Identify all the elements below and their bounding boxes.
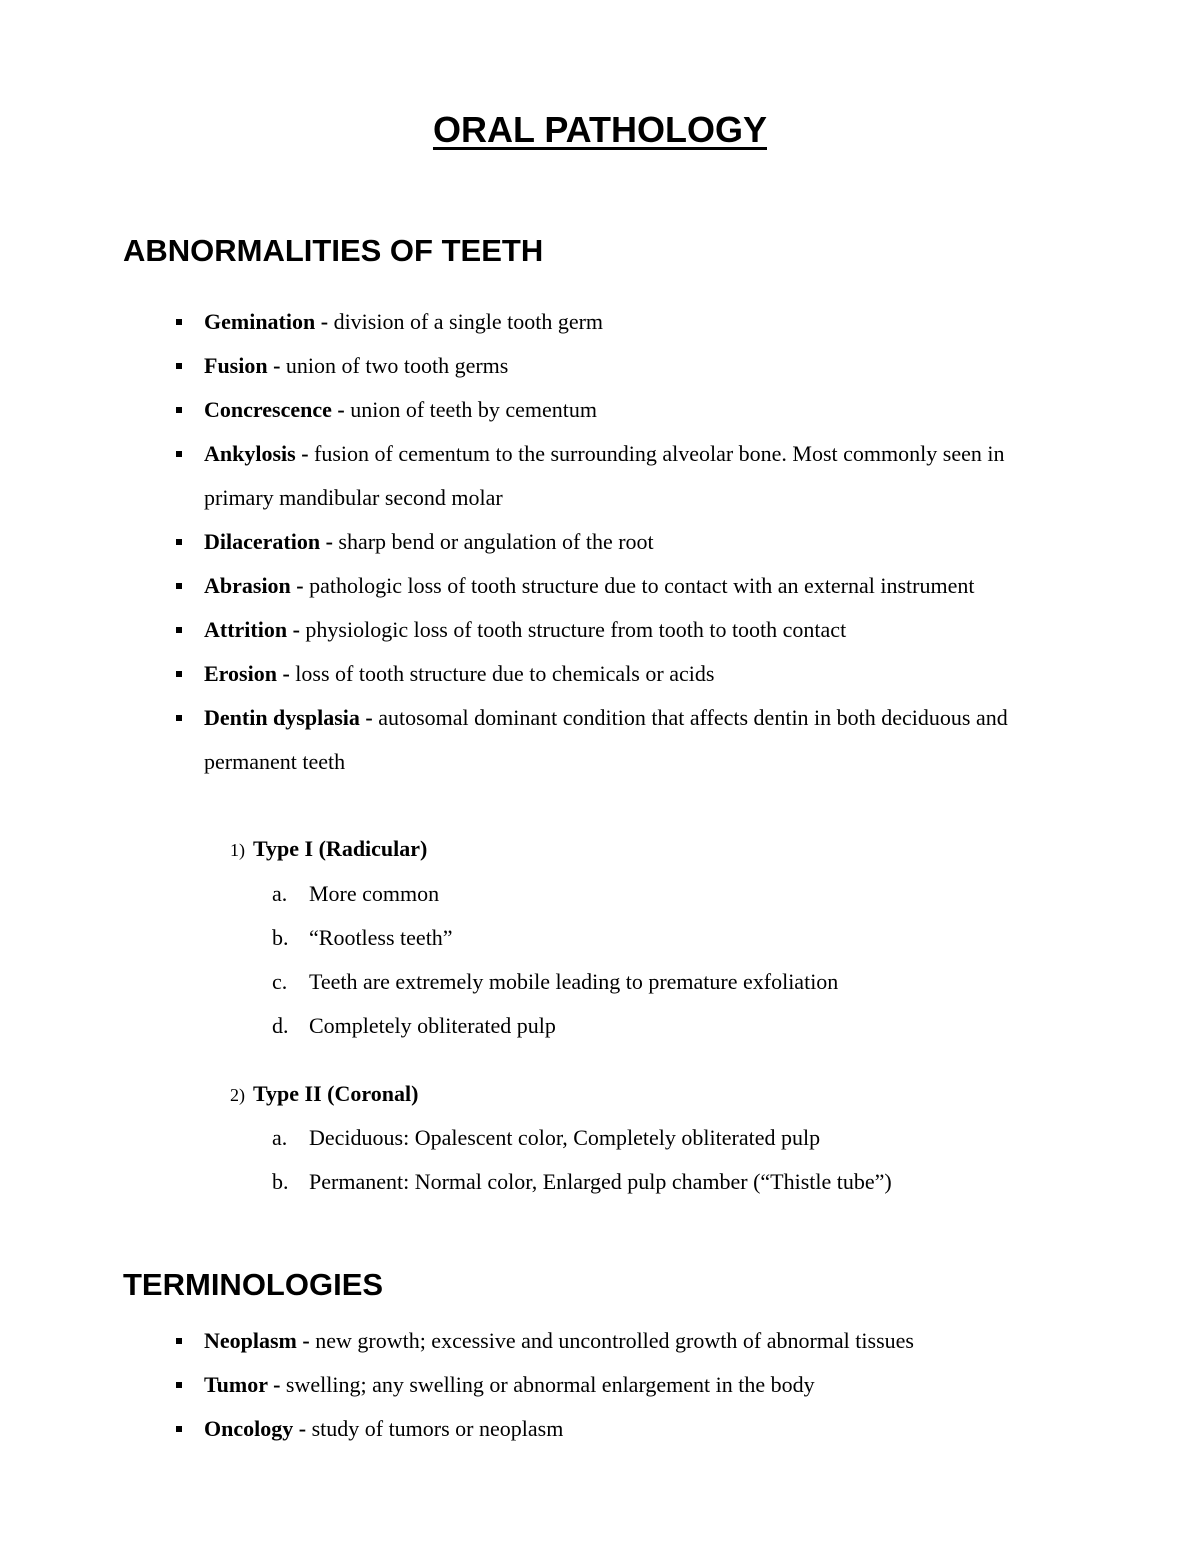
sub-item-letter: d. (272, 1013, 289, 1038)
square-bullet-icon (176, 715, 182, 721)
list-item (0, 300, 1200, 344)
section-heading-abnormalities: ABNORMALITIES OF TEETH (123, 233, 544, 268)
sub-item-text: “Rootless teeth” (309, 925, 453, 950)
sub-item-text: Permanent: Normal color, Enlarged pulp chamber (“Thistle tube”) (309, 1169, 892, 1194)
definition: loss of tooth structure due to chemicals or acids (289, 661, 715, 686)
definition: fusion of cementum to the surrounding alveolar bone. Most commonly seen in primary mandibular second molar (204, 441, 1005, 510)
list-item (0, 520, 1200, 564)
term: Ankylosis - (204, 441, 309, 466)
definition: physiologic loss of tooth structure from tooth to tooth contact (299, 617, 847, 642)
term: Dilaceration - (204, 529, 333, 554)
term: Tumor - (204, 1372, 281, 1397)
sub-item-letter: a. (272, 881, 288, 906)
sub-item-text: Deciduous: Opalescent color, Completely obliterated pulp (309, 1125, 821, 1150)
type-number: 1) (230, 840, 245, 860)
sub-item (272, 872, 439, 916)
sub-item-letter: a. (272, 1125, 288, 1150)
definition: autosomal dominant condition that affects dentin in both deciduous and permanent teeth (204, 705, 1008, 774)
sub-item (272, 1160, 892, 1204)
list-item (0, 608, 1200, 652)
sub-item (272, 916, 453, 960)
term: Concrescence - (204, 397, 345, 422)
term: Fusion - (204, 353, 281, 378)
type-number: 2) (230, 1085, 245, 1105)
list-item (0, 564, 1200, 608)
term: Dentin dysplasia - (204, 705, 373, 730)
square-bullet-icon (176, 363, 182, 369)
square-bullet-icon (176, 1382, 182, 1388)
definition: study of tumors or neoplasm (306, 1416, 564, 1441)
term: Neoplasm - (204, 1328, 310, 1353)
list-item (0, 652, 1200, 696)
list-item (0, 1407, 1200, 1451)
sub-item-letter: b. (272, 1169, 289, 1194)
sub-item-text: Teeth are extremely mobile leading to premature exfoliation (309, 969, 839, 994)
type-heading (230, 1072, 418, 1117)
list-item (0, 344, 1200, 388)
square-bullet-icon (176, 319, 182, 325)
definition: union of two tooth germs (280, 353, 509, 378)
term: Abrasion - (204, 573, 304, 598)
sub-item-letter: c. (272, 969, 288, 994)
sub-item-text: Completely obliterated pulp (309, 1013, 556, 1038)
sub-item-letter: b. (272, 925, 289, 950)
sub-item (272, 1004, 556, 1048)
list-item (0, 1319, 1200, 1363)
square-bullet-icon (176, 671, 182, 677)
square-bullet-icon (176, 1426, 182, 1432)
term: Attrition - (204, 617, 300, 642)
definition: division of a single tooth germ (328, 309, 604, 334)
term: Gemination - (204, 309, 329, 334)
definition: union of teeth by cementum (344, 397, 598, 422)
definition: new growth; excessive and uncontrolled growth of abnormal tissues (309, 1328, 914, 1353)
square-bullet-icon (176, 627, 182, 633)
square-bullet-icon (176, 583, 182, 589)
term: Oncology - (204, 1416, 307, 1441)
list-item (0, 1363, 1200, 1407)
document-title: ORAL PATHOLOGY (432, 109, 767, 150)
square-bullet-icon (176, 539, 182, 545)
type-label: Type I (Radicular) (253, 836, 428, 861)
definition: pathologic loss of tooth structure due to contact with an external instrument (303, 573, 975, 598)
term: Erosion - (204, 661, 290, 686)
list-item (0, 388, 1200, 432)
sub-item (272, 960, 838, 1004)
square-bullet-icon (176, 451, 182, 457)
square-bullet-icon (176, 1338, 182, 1344)
section-heading-terminologies: TERMINOLOGIES (123, 1267, 384, 1302)
type-label: Type II (Coronal) (253, 1081, 419, 1106)
definition: swelling; any swelling or abnormal enlargement in the body (280, 1372, 815, 1397)
square-bullet-icon (176, 407, 182, 413)
sub-item (272, 1116, 820, 1160)
abnormalities-list (0, 300, 1200, 784)
terminologies-list (0, 1319, 1200, 1451)
type-heading (230, 827, 427, 872)
sub-item-text: More common (309, 881, 440, 906)
list-item (0, 432, 1200, 520)
definition: sharp bend or angulation of the root (332, 529, 654, 554)
list-item (0, 696, 1200, 784)
